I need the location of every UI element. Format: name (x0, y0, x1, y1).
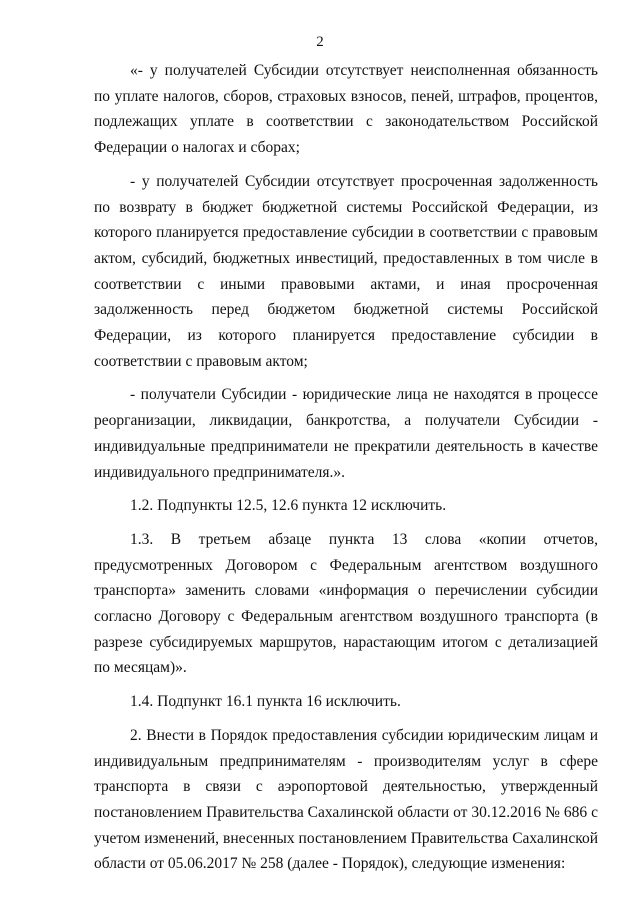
paragraph-budget-debt: - у получателей Субсидии отсутствует просроченная задолженность по возврату в бюджет бюджетной системы Российской Федерации, из которого планируется предоставление субсидии в соответствии с правовым актом, субсидий, бюджетных инвестиций, предоставленных в том числе в соответствии с иными правовыми актами, и иная просроченная задолженность перед бюджетом бюджетной системы Российской Федерации, из которого планируется предоставление субсидии в соответствии с правовым актом; (94, 172, 598, 370)
paragraph-reorganization: - получатели Субсидии - юридические лица не находятся в процессе реорганизации, ликвидации, банкротства, а получатели Субсидии - индивидуальные предприниматели не прекратили деятельность в качестве индивидуального предпринимателя.». (94, 386, 598, 481)
paragraph-1-4: 1.4. Подпункт 16.1 пункта 16 исключить. (130, 693, 401, 711)
paragraph-1-3: 1.3. В третьем абзаце пункта 13 слова «копии отчетов, предусмотренных Договором с Федеральным агентством воздушного транспорта» заменить словами «информация о перечислении субсидии согласно Договору с Федеральным агентством воздушного транспорта (в разрезе субсидируемых маршрутов, нарастающим итогом с детализацией по месяцам)». (94, 530, 598, 677)
document-body (94, 58, 598, 885)
page-number: 2 (316, 34, 324, 50)
paragraph-tax-obligations: «- у получателей Субсидии отсутствует неисполненная обязанность по уплате налогов, сборов, страховых взносов, пеней, штрафов, процентов, подлежащих уплате в соответствии с законодательством Российской Федерации о налогах и сборах; (94, 62, 598, 157)
paragraph-2: 2. Внести в Порядок предоставления субсидии юридическим лицам и индивидуальным предпринимателям - производителям услуг в сфере транспорта в связи с аэропортовой деятельностью, утвержденный постановлением Правительства Сахалинской области от 30.12.2016 № 686 с учетом изменений, внесенных постановлением Правительства Сахалинской области от 05.06.2017 № 258 (далее - Порядок), следующие изменения: (94, 726, 598, 873)
paragraph-1-2: 1.2. Подпункты 12.5, 12.6 пункта 12 исключить. (130, 497, 447, 515)
